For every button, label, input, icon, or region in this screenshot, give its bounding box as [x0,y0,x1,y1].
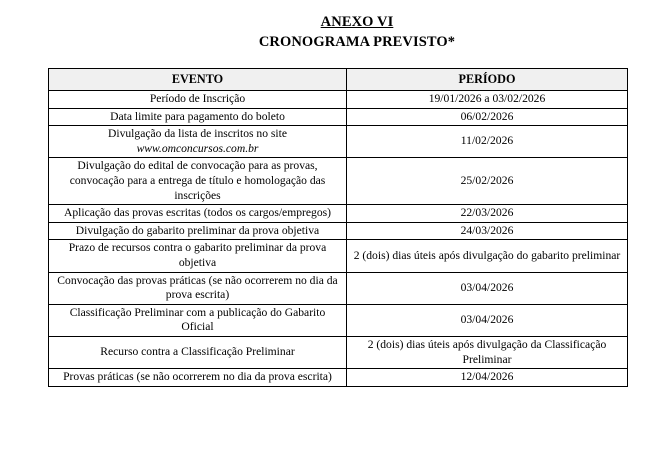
cell-evento [49,158,347,205]
periodo-text: 03/04/2026 [460,313,514,327]
table-row [49,205,628,223]
cell-evento [49,91,347,109]
cell-periodo [347,240,628,272]
cell-evento [49,108,347,126]
cell-evento [49,304,347,336]
cell-periodo [347,108,628,126]
column-header-periodo: PERÍODO [347,69,628,91]
table-row [49,272,628,304]
table-row [49,108,628,126]
periodo-text: 12/04/2026 [460,370,514,384]
website-link[interactable]: www.omconcursos.com.br [136,141,259,155]
periodo-text: 24/03/2026 [460,223,514,237]
cell-evento [49,272,347,304]
cell-periodo [347,336,628,368]
cell-periodo [347,222,628,240]
periodo-text: 2 (dois) dias úteis após divulgação do gabarito preliminar [353,248,621,262]
evento-text: Recurso contra a Classificação Preliminar [100,345,295,359]
cell-evento [49,222,347,240]
page-subtitle: CRONOGRAMA PREVISTO* [258,34,456,50]
cell-periodo [347,369,628,387]
periodo-text: 2 (dois) dias úteis após divulgação da Classificação Preliminar [367,337,607,366]
table-row [49,91,628,109]
cell-evento [49,205,347,223]
document-title-line [0,13,654,32]
cell-periodo [347,205,628,223]
periodo-text: 03/04/2026 [460,280,514,294]
document-subtitle-line [0,32,654,52]
table-row [49,240,628,272]
evento-text: Classificação Preliminar com a publicação do Gabarito Oficial [69,305,326,334]
evento-text: Data limite para pagamento do boleto [110,109,285,123]
evento-text: Divulgação do edital de convocação para as provas, convocação para a entrega de título e homologação das inscrições [69,159,326,202]
table-row [49,126,628,158]
periodo-text: 11/02/2026 [460,134,514,148]
evento-text: Aplicação das provas escritas (todos os cargos/empregos) [63,206,331,220]
cell-periodo [347,126,628,158]
cell-evento [49,369,347,387]
evento-text: Provas práticas (se não ocorrerem no dia da prova escrita) [63,370,332,384]
cell-evento [49,240,347,272]
evento-text: Convocação das provas práticas (se não ocorrerem no dia da prova escrita) [57,273,338,302]
table-header [49,69,628,91]
cell-evento [49,336,347,368]
table-row [49,158,628,205]
table-header-row [49,69,628,91]
periodo-text: 25/02/2026 [460,173,514,187]
table-row [49,304,628,336]
column-header-evento: EVENTO [49,69,347,91]
table-body [49,91,628,387]
cell-evento [49,126,347,158]
title-block [0,13,654,52]
periodo-text: 22/03/2026 [460,206,514,220]
table-row [49,222,628,240]
cell-periodo [347,91,628,109]
schedule-table [48,68,628,387]
cell-periodo [347,304,628,336]
table-row [49,336,628,368]
evento-text: Divulgação do gabarito preliminar da prova objetiva [75,223,320,237]
page-title: ANEXO VI [320,14,394,30]
periodo-text: 06/02/2026 [460,109,514,123]
evento-text: Prazo de recursos contra o gabarito preliminar da prova objetiva [68,241,327,269]
cell-periodo [347,272,628,304]
evento-text: Divulgação da lista de inscritos no site [107,127,288,141]
evento-text: Período de Inscrição [149,92,246,105]
table-row [49,369,628,387]
periodo-text: 19/01/2026 a 03/02/2026 [428,92,546,105]
cell-periodo [347,158,628,205]
